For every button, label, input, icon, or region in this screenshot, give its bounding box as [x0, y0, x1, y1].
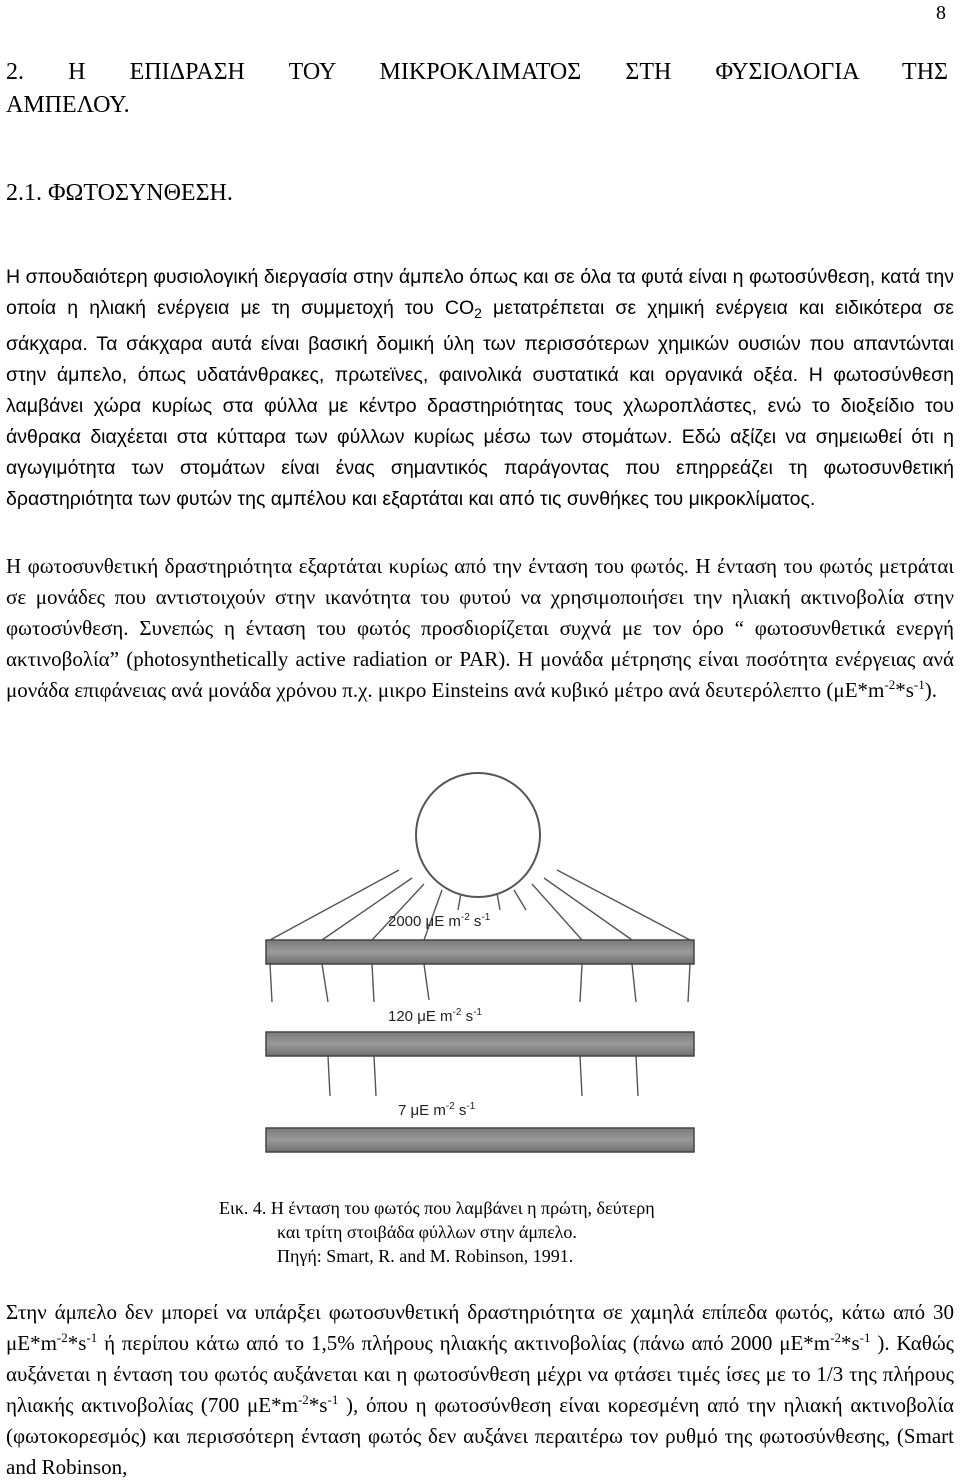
figure-caption	[219, 1196, 655, 1268]
paragraph-light-levels: Στην άμπελο δεν μπορεί να υπάρξει φωτοσυνθετική δραστηριότητα σε χαμηλά επίπεδα φωτός, κάτω από 30 $\mu E*m^{-2}*s^{-1}$ ή περίπου κάτω από το 1,5% πλήρους ηλιακής ακτινοβολίας (πάνω από 2000 $\mu E*m^{-2}*s^{-1}$ ). Καθώς αυξάνεται η ένταση του φωτός αυξάνεται και η φωτοσύνθεση μέχρι να φτάσει τιμές ίσες με το 1/3 της πλήρους ηλιακής ακτινοβολίας (700 $\mu E*m^{-2}*s^{-1}$ ), όπου η φωτοσύνθεση είναι κορεσμένη από την ηλιακή ακτινοβολία (φωτοκορεσμός) και περισσότερη ένταση φωτός δεν αυξάνει περαιτέρω τον ρυθμό της φωτοσύνθεσης, (Smart and Robinson,	[6, 1300, 955, 1479]
page-number: 8	[936, 2, 946, 24]
paragraph-text: Η φωτοσυνθετική δραστηριότητα εξαρτάται κυρίως από την ένταση του φωτός. Η ένταση του φωτός μετράται σε μονάδες που αντιστοιχούν στην ικανότητα του φυτού να χρησιμοποιήσει την ηλιακή ακτινοβολία στην φωτοσύνθεση. Συνεπώς η ένταση του φωτός προσδιορίζεται συχνά με τον όρο “ φωτοσυνθετικά ενεργή ακτινοβολία” (photosynthetically active radiation or PAR). Η μονάδα μέτρησης είναι ποσότητα ενέργειας ανά μονάδα επιφάνειας ανά μονάδα χρόνου π.χ. μικρο Einsteins ανά κυβικό μέτρο ανά δευτερόλεπτο (μΕ*m	[6, 554, 954, 702]
light-rays	[270, 870, 690, 1096]
paragraph-text: μετατρέπεται σε χημική ενέργεια και ειδικότερα σε σάκχαρα. Τα σάκχαρα αυτά είναι βασική δομική ύλη των περισσότερων χημικών ουσιών που απαντώνται στην άμπελο, όπως υδατάνθρακες, πρωτεϊνες, φαινολικά συστατικά και οργανικά οξέα. Η φωτοσύνθεση λαμβάνει χώρα κυρίως στα φύλλα με κέντρο δραστηριότητας τους χλωροπλάστες, ενώ το διοξείδιο του άνθρακα διαχέεται στα κύτταρα των φύλλων κυρίως μέσω των στομάτων. Εδώ αξίζει να σημειωθεί ότι η αγωγιμότητα των στομάτων είναι ένας σημαντικός παράγοντας που επηρρεάζει τη φωτοσυνθετική δραστηριότητα των φυτών της αμπέλου και εξαρτάται και από τις συνθήκες του μικροκλίματος.	[6, 297, 954, 510]
caption-line-1: Εικ. 4. Η ένταση του φωτός που λαμβάνει η πρώτη, δεύτερη	[219, 1198, 655, 1218]
co2-formula: $CO_2$	[444, 297, 482, 321]
light-intensity-figure	[264, 770, 696, 1170]
leaf-layer-3	[266, 1128, 694, 1152]
paragraph-text: Η σπουδαιότερη φυσιολογική διεργασία στην άμπελο όπως και σε όλα τα φυτά είναι η φωτοσύνθεση, κατά την οποία η ηλιακή ενέργεια με τη συμμετοχή του	[6, 266, 954, 319]
label-layer-3: 7 μE $m^{-2}$ $s^{-1}$	[398, 1101, 476, 1119]
leaf-layer-1	[266, 940, 694, 964]
caption-line-3: Πηγή: Smart, R. and M. Robinson, 1991.	[277, 1246, 574, 1266]
paragraph-light-intensity: Η φωτοσυνθετική δραστηριότητα εξαρτάται κυρίως από την ένταση του φωτός. Η ένταση του φωτός μετράται σε μονάδες που αντιστοιχούν στην ικανότητα του φυτού να χρησιμοποιήσει την ηλιακή ακτινοβολία στην φωτοσύνθεση. Συνεπώς η ένταση του φωτός προσδιορίζεται συχνά με τον όρο “ φωτοσυνθετικά ενεργή ακτινοβολία” (photosynthetically active radiation or PAR). Η μονάδα μέτρησης είναι ποσότητα ενέργειας ανά μονάδα επιφάνειας ανά μονάδα χρόνου π.χ. μικρο Einsteins ανά κυβικό μέτρο ανά δευτερόλεπτο $(\mu E*m^{-2}*s^{-1})$.	[6, 554, 954, 702]
sun-icon	[416, 773, 540, 897]
caption-line-2: και τρίτη στοιβάδα φύλλων στην άμπελο.	[277, 1222, 577, 1242]
section-heading: 2.1. ΦΩΤΟΣΥΝΘΕΣΗ.	[6, 180, 233, 206]
chapter-heading: 2. Η ΕΠΙΔΡΑΣΗ ΤΟΥ ΜΙΚΡΟΚΛΙΜΑΤΟΣ ΣΤΗ ΦΥΣΙΟΛΟΓΙΑ ΤΗΣ	[6, 59, 948, 85]
label-layer-2: 120 μE $m^{-2}$ $s^{-1}$	[388, 1007, 482, 1025]
label-layer-1: 2000 μE $m^{-2}$ $s^{-1}$	[388, 912, 491, 930]
leaf-layer-2	[266, 1032, 694, 1056]
chapter-heading-continued: ΑΜΠΕΛΟΥ.	[6, 92, 130, 118]
paragraph-photosynthesis	[6, 262, 954, 515]
